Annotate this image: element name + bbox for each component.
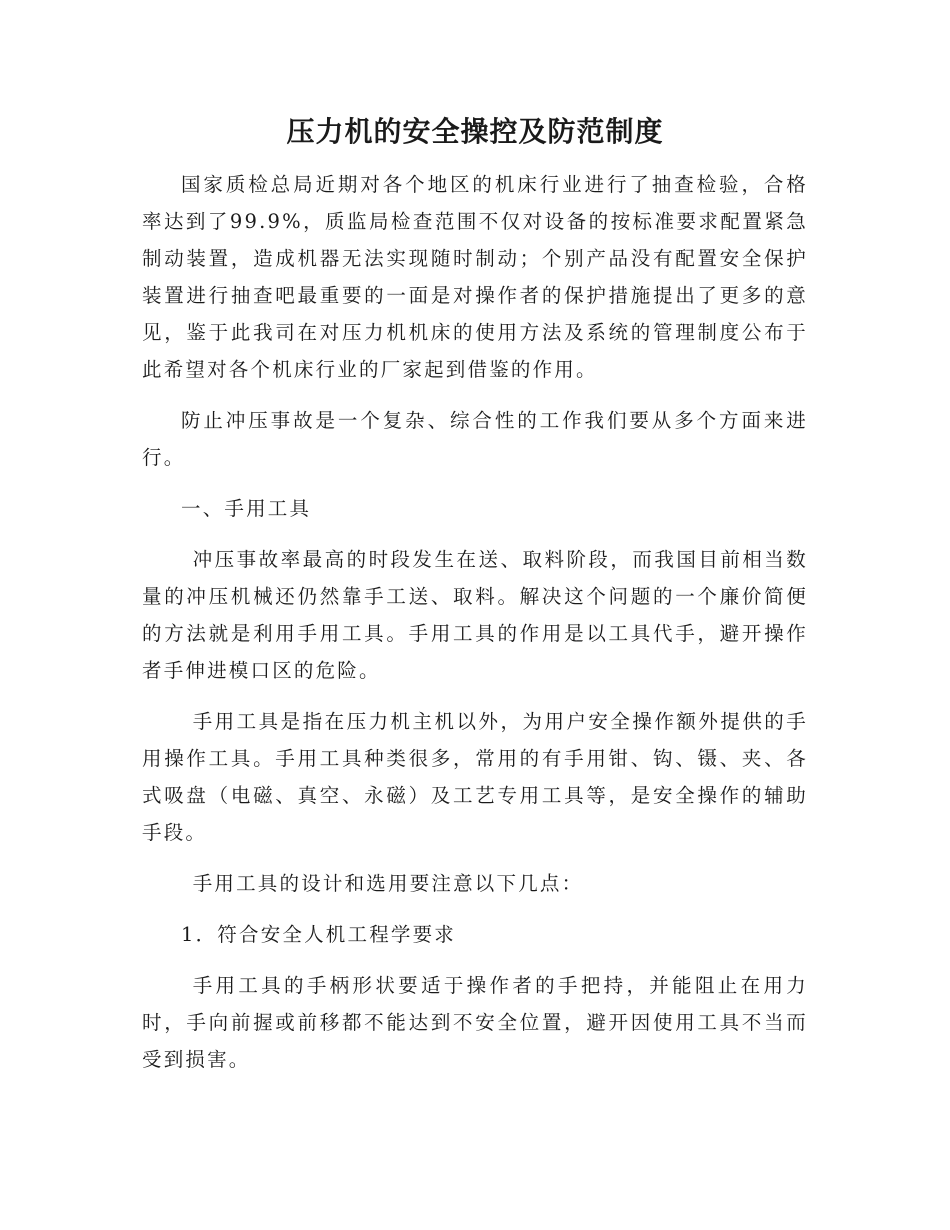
paragraph-hand-tool-definition: 手用工具是指在压力机主机以外，为用户安全操作额外提供的手用操作工具。手用工具种类很多，常用的有手用钳、钩、镊、夹、各式吸盘（电磁、真空、永磁）及工艺专用工具等，是安全操作的辅助手段。: [142, 710, 808, 844]
document-body: [142, 166, 808, 1092]
document-title: 压力机的安全操控及防范制度: [286, 115, 664, 148]
paragraph-accident-rate: 冲压事故率最高的时段发生在送、取料阶段，而我国目前相当数量的冲压机械还仍然靠手工送、取料。解决这个问题的一个廉价简便的方法就是利用手用工具。手用工具的作用是以工具代手，避开操作者手伸进模口区的危险。: [142, 548, 808, 682]
paragraph-prevention: 防止冲压事故是一个复杂、综合性的工作我们要从多个方面来进行。: [142, 409, 808, 469]
paragraph-design-points: 手用工具的设计和选用要注意以下几点：: [192, 872, 584, 895]
paragraph-intro: 国家质检总局近期对各个地区的机床行业进行了抽查检验，合格率达到了99.9%，质监局检查范围不仅对设备的按标准要求配置紧急制动装置，造成机器无法实现随时制动；个别产品没有配置安全保护装置进行抽查吧最重要的一面是对操作者的保护措施提出了更多的意见，鉴于此我司在对压力机机床的使用方法及系统的管理制度公布于此希望对各个机床行业的厂家起到借鉴的作用。: [142, 173, 808, 381]
section-heading-hand-tools: 一、手用工具: [181, 497, 312, 520]
subsection-heading-ergonomics: 1．符合安全人机工程学要求: [181, 923, 457, 946]
paragraph-handle-shape: 手用工具的手柄形状要适于操作者的手把持，并能阻止在用力时，手向前握或前移都不能达到不安全位置，避开因使用工具不当而受到损害。: [142, 974, 808, 1071]
